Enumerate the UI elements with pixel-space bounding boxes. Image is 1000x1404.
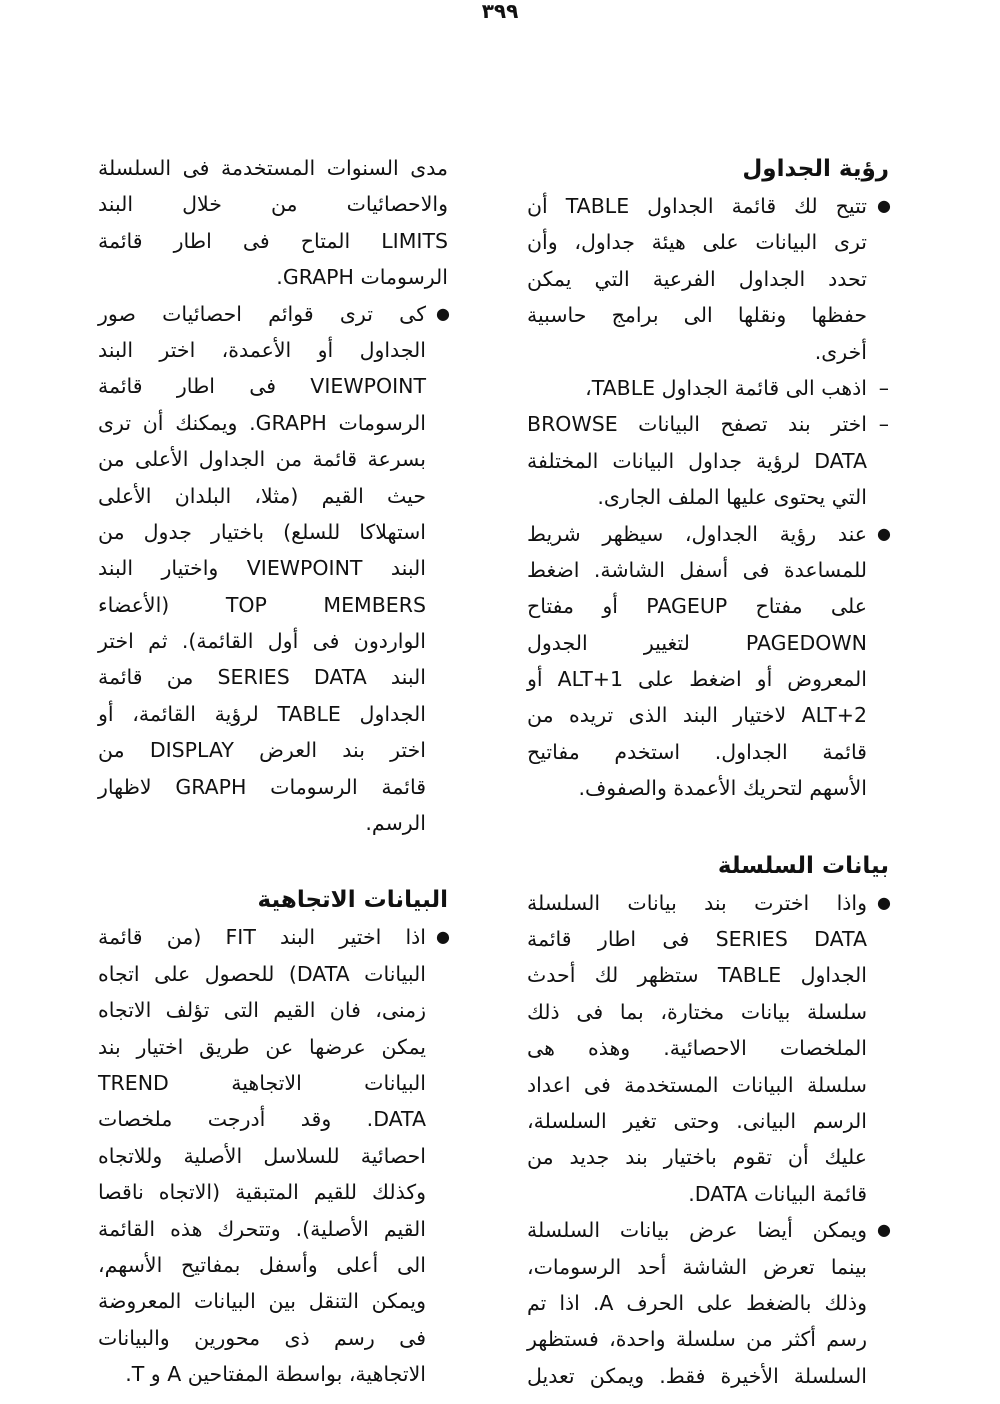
text-line xyxy=(98,550,448,586)
line-text: SERIES DATA فى اطار قائمة xyxy=(527,927,867,952)
line-text: بسرعة قائمة من الجداول الأعلى من xyxy=(98,447,426,472)
line-text: PAGEDOWN لتغيير الجدول xyxy=(527,630,867,655)
line-text: على مفتاح PAGEUP أو مفتاح xyxy=(527,594,867,619)
text-line xyxy=(98,1101,448,1137)
text-line xyxy=(527,770,889,806)
line-text: واذا اخترت بند بيانات السلسلة xyxy=(527,890,867,915)
text-line xyxy=(527,516,889,552)
line-text: ويمكن التنقل بين البيانات المعروضة xyxy=(98,1289,426,1314)
bullet-icon: ● xyxy=(877,196,891,215)
text-line xyxy=(527,885,889,921)
section-heading-series-data: بيانات السلسلة xyxy=(717,852,889,879)
text-line xyxy=(527,921,889,957)
text-line xyxy=(98,1320,448,1356)
text-line xyxy=(527,734,889,770)
bullet-icon: ● xyxy=(436,927,450,947)
line-text: الجداول أو الأعمدة، اختر البند xyxy=(98,337,426,362)
line-text: أخرى. xyxy=(814,339,867,364)
bullet-icon: ● xyxy=(877,892,891,912)
text-line xyxy=(98,514,448,550)
text-line xyxy=(527,443,889,479)
bullet-item xyxy=(527,1212,889,1394)
line-text: احصائية للسلاسل الأصلية وللاتجاه xyxy=(98,1143,426,1168)
line-text: ALT+2 لاختيار البند الذى تريده من xyxy=(527,703,867,728)
dash-item xyxy=(527,370,889,406)
text-line xyxy=(98,223,448,259)
dash-icon: – xyxy=(878,412,889,437)
text-line xyxy=(527,1285,889,1321)
line-text: وكذلك للقيم المتبقية (الاتجاه ناقصا xyxy=(98,1180,426,1205)
text-line xyxy=(98,368,448,404)
line-text: الملخصات الاحصائية. وهذه هى xyxy=(527,1036,867,1061)
line-text: حفظها ونقلها الى برامج حاسبية xyxy=(527,303,867,328)
text-line xyxy=(527,224,889,260)
dash-icon: – xyxy=(878,375,889,400)
bullet-icon: ● xyxy=(436,303,450,323)
line-text: ويمكن أيضا عرض بيانات السلسلة xyxy=(527,1218,867,1243)
text-line xyxy=(98,1029,448,1065)
text-line xyxy=(527,406,889,442)
text-line xyxy=(527,297,889,333)
line-text: عليك أن تقوم باختيار بند جديد من xyxy=(527,1145,867,1170)
line-text: البند SERIES DATA من قائمة xyxy=(98,665,426,690)
line-text: قائمة الرسومات GRAPH لاظهار xyxy=(98,774,427,799)
text-line xyxy=(527,588,889,624)
line-text: اذهب الى قائمة الجداول TABLE، xyxy=(585,375,867,400)
continued-paragraph xyxy=(98,150,448,296)
line-text: اذا اختير البند FIT (من قائمة xyxy=(98,925,426,950)
text-line xyxy=(527,370,889,406)
line-text: للمساعدة فى أسفل الشاشة. اضغط xyxy=(527,557,867,582)
line-text: البيانات الاتجاهية TREND xyxy=(98,1070,426,1095)
line-text: الرسومات GRAPH. ويمكنك أن ترى xyxy=(98,410,427,435)
text-line xyxy=(98,587,448,623)
line-text: فى رسم ذى محورين والبيانات xyxy=(98,1325,426,1350)
line-text: يمكن عرضها عن طريق اختيار بند xyxy=(98,1034,426,1059)
line-text: عند رؤية الجداول، سيظهر شريط xyxy=(527,521,867,546)
text-line xyxy=(98,478,448,514)
line-text: اختر بند العرض DISPLAY من xyxy=(98,738,426,763)
line-text: البند VIEWPOINT واختيار البند xyxy=(98,556,426,581)
line-text: DATA. وقد أدرجت ملخصات xyxy=(98,1107,426,1132)
left-column xyxy=(98,150,448,1393)
text-line xyxy=(98,441,448,477)
line-text: رسم أكثر من سلسلة واحدة، فستظهر xyxy=(527,1327,867,1352)
bullet-item xyxy=(527,885,889,1213)
text-line xyxy=(98,1174,448,1210)
text-line xyxy=(98,805,448,841)
line-text: سلسلة بيانات مختارة، بما فى ذلك xyxy=(527,999,867,1024)
line-text: الجداول TABLE ستظهر لك أحدث xyxy=(527,963,867,988)
line-text: VIEWPOINT فى اطار قائمة xyxy=(98,374,426,399)
text-line xyxy=(98,732,448,768)
text-line xyxy=(98,150,448,186)
line-text: بينما تعرض الشاشة أحد الرسومات، xyxy=(527,1254,867,1279)
text-line xyxy=(527,552,889,588)
text-line xyxy=(527,697,889,733)
line-text: البيانات DATA) للحصول على اتجاه xyxy=(98,961,426,986)
text-line xyxy=(98,1065,448,1101)
line-text: مدى السنوات المستخدمة فى السلسلة xyxy=(98,156,448,180)
text-line xyxy=(98,696,448,732)
text-line xyxy=(98,623,448,659)
text-line xyxy=(527,188,889,224)
line-text: سلسلة البيانات المستخدمة فى اعداد xyxy=(527,1072,867,1097)
line-text: اختر بند تصفح البيانات BROWSE xyxy=(527,412,867,437)
text-line xyxy=(527,479,889,515)
line-text: الرسم البيانى. وحتى تغير السلسلة، xyxy=(527,1108,867,1133)
line-text: التي يحتوى عليها الملف الجارى. xyxy=(597,485,867,510)
text-line xyxy=(527,661,889,697)
line-text: الرسومات GRAPH. xyxy=(276,265,448,290)
line-text: حيث القيم (مثلا، البلدان الأعلى xyxy=(98,483,426,508)
line-text: استهلاكا للسلع) باختيار جدول من xyxy=(98,519,426,544)
bullet-icon: ● xyxy=(877,523,891,543)
text-line xyxy=(527,1103,889,1139)
text-line xyxy=(98,919,448,955)
section-heading-viewing-tables: رؤية الجداول xyxy=(742,156,889,182)
text-line xyxy=(527,1321,889,1357)
text-line xyxy=(98,1283,448,1319)
section-heading-trend-data: البيانات الاتجاهية xyxy=(257,887,448,914)
line-text: LIMITS المتاح فى اطار قائمة xyxy=(98,228,448,253)
text-line xyxy=(98,956,448,992)
text-line xyxy=(98,1211,448,1247)
text-line xyxy=(98,332,448,368)
text-line xyxy=(98,769,448,805)
bullet-item xyxy=(527,516,889,807)
line-text: تحدد الجداول الفرعية التي يمكن xyxy=(527,266,867,291)
line-text: القيم الأصلية). وتتحرك هذه القائمة xyxy=(98,1216,426,1241)
text-line xyxy=(527,1249,889,1285)
dash-item xyxy=(527,406,889,515)
text-line xyxy=(98,296,448,332)
text-line xyxy=(98,659,448,695)
bullet-item xyxy=(98,919,448,1392)
text-line xyxy=(98,186,448,222)
text-line xyxy=(527,994,889,1030)
line-text: زمنى، فان القيم التى تؤلف الاتجاه xyxy=(98,998,426,1023)
line-text: تتيح لك قائمة الجداول TABLE أن xyxy=(527,194,867,218)
text-line xyxy=(527,1212,889,1248)
text-line xyxy=(527,957,889,993)
line-text: ترى البيانات على هيئة جداول، وأن xyxy=(527,230,867,255)
bullet-icon: ● xyxy=(877,1220,891,1240)
bullet-item xyxy=(527,188,889,370)
text-line xyxy=(527,1139,889,1175)
line-text: DATA لرؤية جداول البيانات المختلفة xyxy=(527,448,867,473)
text-line xyxy=(98,405,448,441)
text-line xyxy=(527,1030,889,1066)
line-text: الاتجاهية، بواسطة المفتاحين A و T. xyxy=(125,1362,426,1387)
text-line xyxy=(98,992,448,1028)
text-line xyxy=(98,1356,448,1392)
text-line xyxy=(527,1176,889,1212)
text-line xyxy=(527,261,889,297)
line-text: المعروض أو اضغط على ALT+1 أو xyxy=(527,667,867,692)
text-line xyxy=(527,625,889,661)
line-text: والاحصائيات من خلال البند xyxy=(98,192,448,217)
text-line xyxy=(527,1067,889,1103)
text-line xyxy=(527,334,889,370)
text-line xyxy=(98,259,448,295)
line-text: السلسلة الأخيرة فقط. ويمكن تعديل xyxy=(527,1363,867,1388)
line-text: الواردون فى أول القائمة). ثم اختر xyxy=(98,629,426,654)
right-column xyxy=(527,150,889,1394)
line-text: الأسهم لتحريك الأعمدة والصفوف. xyxy=(578,776,867,801)
text-line xyxy=(98,1138,448,1174)
line-text: الى أعلى وأسفل بمفاتيح الأسهم، xyxy=(98,1252,426,1277)
line-text: الرسم. xyxy=(365,811,426,836)
line-text: كى ترى قوائم احصائيات صور xyxy=(98,301,426,326)
line-text: قائمة الجداول. استخدم مفاتيح xyxy=(527,739,867,764)
line-text: الجداول TABLE لرؤية القائمة، أو xyxy=(98,701,426,726)
line-text: قائمة البيانات DATA. xyxy=(688,1181,867,1206)
line-text: TOP MEMBERS (الأعضاء xyxy=(98,592,426,617)
page-number: ٣٩٩ xyxy=(481,0,519,23)
bullet-item xyxy=(98,296,448,842)
text-line xyxy=(98,1247,448,1283)
text-line xyxy=(527,1358,889,1394)
line-text: وذلك بالضغط على الحرف A. اذا تم xyxy=(527,1290,867,1315)
